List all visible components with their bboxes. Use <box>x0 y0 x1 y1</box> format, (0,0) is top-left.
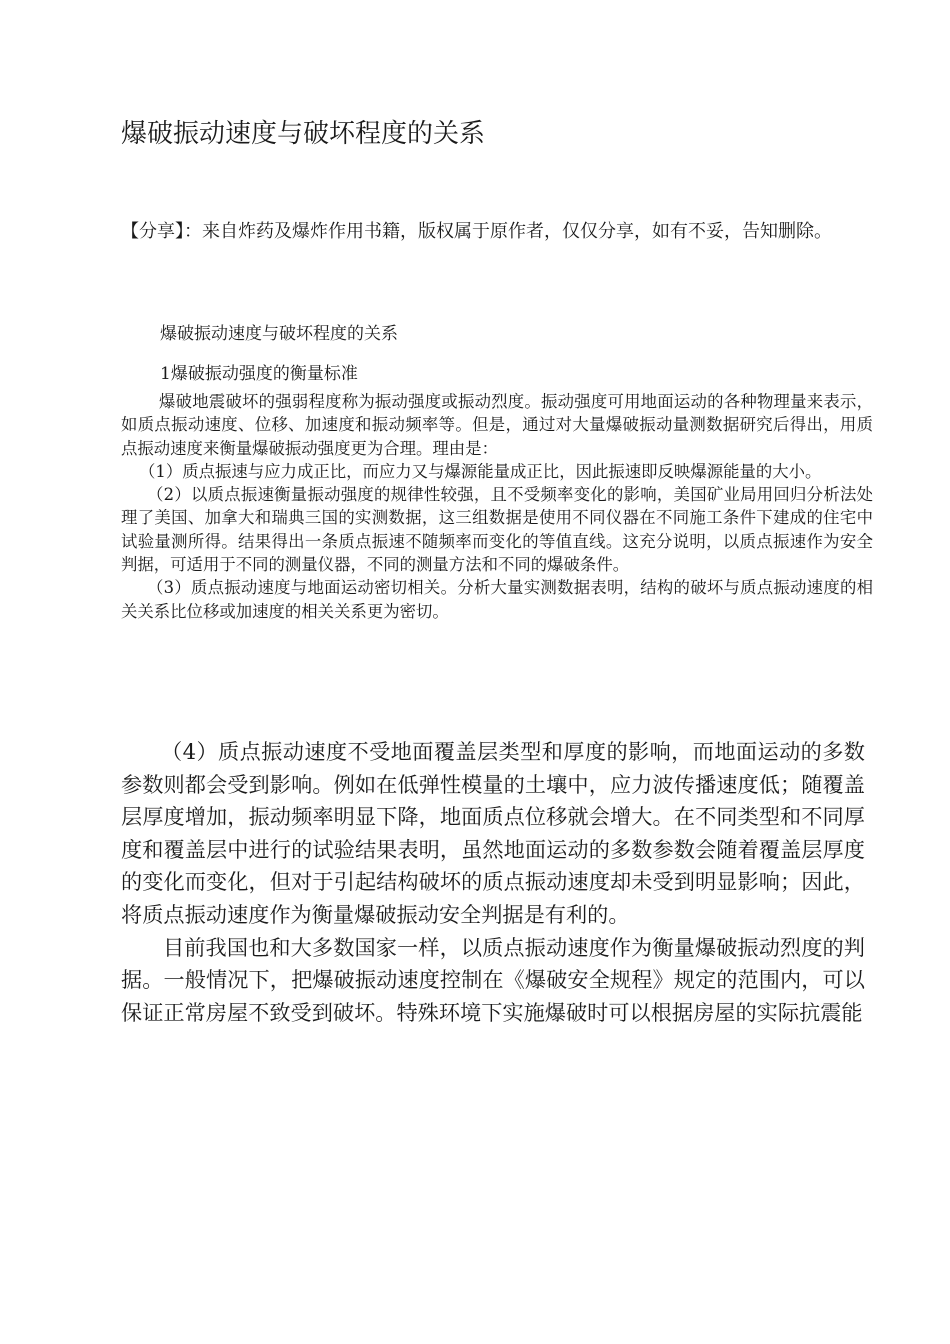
paragraph-conclusion: 目前我国也和大多数国家一样，以质点振动速度作为衡量爆破振动烈度的判据。一般情况下，把爆破振动速度控制在《爆破安全规程》规定的范围内，可以保证正常房屋不致受到破坏。特殊环境下实施爆破时可以根据房屋的实际抗震能 <box>121 934 865 1025</box>
body-large-text <box>121 736 865 1029</box>
share-note: 【分享】：来自炸药及爆炸作用书籍，版权属于原作者，仅仅分享，如有不妥，告知删除。 <box>121 221 832 242</box>
paragraph-point-1: （1）质点振速与应力成正比，而应力又与爆源能量成正比，因此振速即反映爆源能量的大小。 <box>139 461 822 481</box>
paragraph-point-2: （2）以质点振速衡量振动强度的规律性较强，且不受频率变化的影响，美国矿业局用回归分析法处理了美国、加拿大和瑞典三国的实测数据，这三组数据是使用不同仪器在不同施工条件下建成的住宅中试验量测所得。结果得出一条质点振速不随频率而变化的等值直线。这充分说明，以质点振速作为安全判据，可适用于不同的测量仪器，不同的测量方法和不同的爆破条件。 <box>121 485 873 575</box>
document-title: 爆破振动速度与破坏程度的关系 <box>121 119 486 149</box>
paragraph-intro: 爆破地震破坏的强弱程度称为振动强度或振动烈度。振动强度可用地面运动的各种物理量来表示，如质点振动速度、位移、加速度和振动频率等。但是，通过对大量爆破振动量测数据研究后得出，用质点振动速度来衡量爆破振动强度更为合理。理由是： <box>121 392 873 458</box>
article-subtitle: 爆破振动速度与破坏程度的关系 <box>160 324 398 344</box>
paragraph-point-4: （4）质点振动速度不受地面覆盖层类型和厚度的影响，而地面运动的多数参数则都会受到影响。例如在低弹性模量的土壤中，应力波传播速度低；随覆盖层厚度增加，振动频率明显下降，地面质点位移就会增大。在不同类型和不同厚度和覆盖层中进行的试验结果表明，虽然地面运动的多数参数会随着覆盖层厚度的变化而变化，但对于引起结构破坏的质点振动速度却未受到明显影响；因此，将质点振动速度作为衡量爆破振动安全判据是有利的。 <box>121 739 865 927</box>
body-small-text <box>121 390 873 623</box>
paragraph-point-3: （3）质点振动速度与地面运动密切相关。分析大量实测数据表明，结构的破坏与质点振动速度的相关关系比位移或加速度的相关关系更为密切。 <box>121 578 873 621</box>
section-heading: 1爆破振动强度的衡量标准 <box>160 364 358 384</box>
